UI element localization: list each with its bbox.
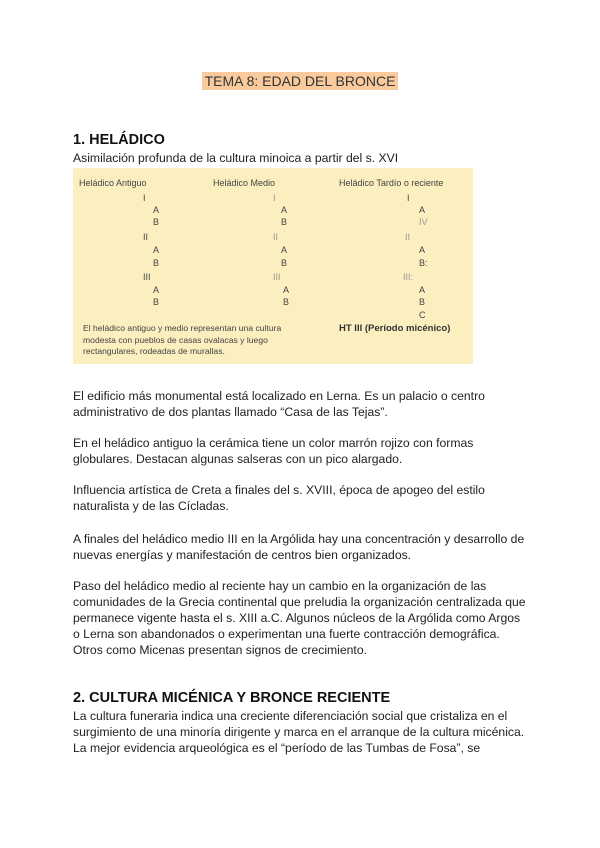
micenico-label: HT III (Período micénico) bbox=[339, 323, 451, 334]
period-roman: II bbox=[273, 232, 279, 242]
sub-b: B bbox=[419, 297, 426, 307]
period-roman: II bbox=[405, 232, 411, 242]
sub-a: A bbox=[153, 285, 160, 295]
col-header-antiguo: Heládico Antiguo bbox=[79, 178, 147, 188]
period-roman: I bbox=[143, 193, 146, 203]
table-note: El heládico antiguo y medio representan una cultura modesta con pueblos de casas ovalacas y luego rectangulares, rodeadas de murallas. bbox=[83, 323, 282, 356]
col-header-medio: Heládico Medio bbox=[213, 178, 276, 188]
section-heading-heladico: 1. HELÁDICO bbox=[73, 132, 165, 148]
sub-b: B: bbox=[419, 258, 428, 268]
sub-b: B bbox=[153, 297, 160, 307]
sub-a: A bbox=[281, 245, 288, 255]
sub-a: A bbox=[419, 245, 426, 255]
paragraph: En el heládico antiguo la cerámica tiene un color marrón rojizo con formas globulares. Destacan algunas salseras con un pico alargado. bbox=[73, 436, 474, 466]
section-intro: Asimilación profunda de la cultura minoica a partir del s. XVI bbox=[73, 151, 399, 165]
sub-a: A bbox=[419, 285, 426, 295]
sub-b: B bbox=[283, 297, 290, 307]
sub-a: A bbox=[153, 205, 160, 215]
periods-table-image bbox=[73, 168, 473, 364]
sub-a: A bbox=[281, 205, 288, 215]
sub-b: B bbox=[153, 217, 160, 227]
paragraph: Paso del heládico medio al reciente hay un cambio en la organización de las comunidades de la Grecia continental que preludia la organización centralizada que permanece vigente hasta el s. XIII a.C. Algunos núcleos de la Argólida como Argos o Lerna son abandonados o experimentan una fuerte contracción demográfica. Otros como Micenas presentan signos de crecimiento. bbox=[73, 579, 526, 657]
period-roman: II bbox=[143, 232, 149, 242]
sub-a: A bbox=[283, 285, 290, 295]
section2-text: La cultura funeraria indica una creciente diferenciación social que cristaliza en el surgimiento de una minoría dirigente y marca en el arranque de la cultura micénica. La mejor evidencia arqueológica es el “período de las Tumbas de Fosa”, se bbox=[73, 709, 525, 755]
sub-c: C bbox=[419, 310, 426, 320]
paragraph: A finales del heládico medio III en la Argólida hay una concentración y desarrollo de nuevas energías y manifestación de centros bien organizados. bbox=[73, 532, 525, 562]
period-roman: I bbox=[407, 193, 410, 203]
col-header-tardio: Heládico Tardío o reciente bbox=[339, 178, 444, 188]
sub-a: A bbox=[153, 245, 160, 255]
period-roman: I bbox=[273, 193, 276, 203]
sub-b: B bbox=[281, 217, 288, 227]
section-heading-micenica: 2. CULTURA MICÉNICA Y BRONCE RECIENTE bbox=[73, 690, 391, 706]
sub-b: B bbox=[281, 258, 288, 268]
period-roman: III: bbox=[403, 272, 414, 282]
title-container bbox=[0, 72, 600, 91]
sub-a: A bbox=[419, 205, 426, 215]
period-roman: III bbox=[143, 272, 151, 282]
paragraph: El edificio más monumental está localizado en Lerna. Es un palacio o centro administrativo de dos plantas llamado “Casa de las Tejas”. bbox=[73, 389, 485, 419]
sub-b: B bbox=[153, 258, 160, 268]
page-title: TEMA 8: EDAD DEL BRONCE bbox=[202, 72, 399, 90]
period-roman: III bbox=[273, 272, 281, 282]
paragraph: Influencia artística de Creta a finales del s. XVIII, época de apogeo del estilo naturalista y de las Cícladas. bbox=[73, 483, 485, 513]
sub-iv: IV bbox=[419, 217, 428, 227]
